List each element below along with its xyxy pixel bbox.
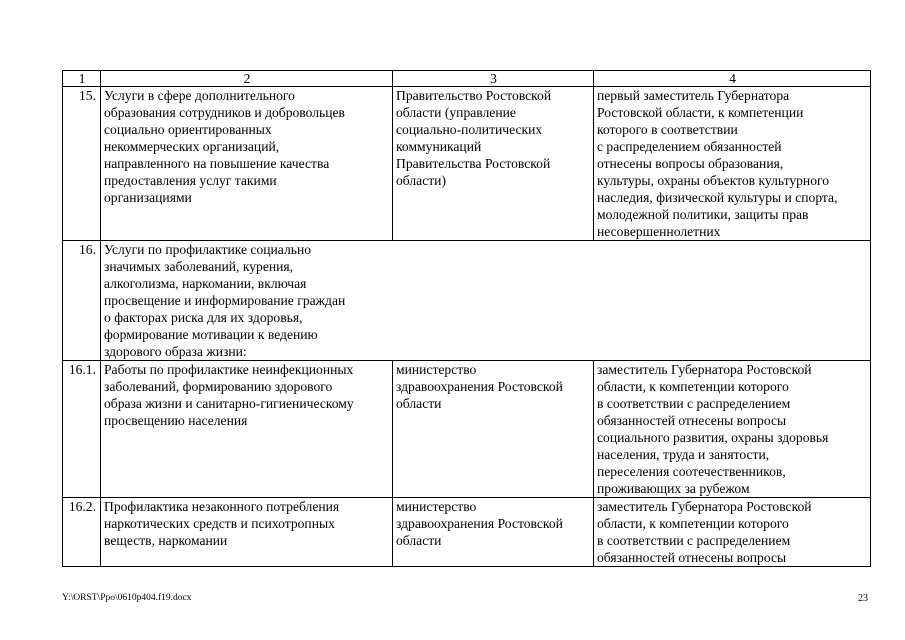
header-col-4: 4: [594, 71, 871, 87]
responsible-body-cell: Правительство Ростовской области (управление социально-политических коммуникаций Правительства Ростовской области): [393, 87, 594, 241]
table-row: [63, 361, 871, 498]
service-cell: Работы по профилактике неинфекционных заболеваний, формированию здорового образа жизни и санитарно-гигиеническому просвещению населения: [101, 361, 393, 498]
file-path: Y:\ORST\Ppo\0610p404.f19.docx: [62, 593, 192, 603]
responsible-official-cell: первый заместитель Губернатора Ростовской области, к компетенции которого в соответствии с распределением обязанностей отнесены вопросы образования, культуры, охраны объектов культурного наследия, физической культуры и спорта, молодежной политики, защиты прав несовершеннолетних: [594, 87, 871, 241]
section-text: Услуги по профилактике социально значимых заболеваний, курения, алкоголизма, наркомании, включая просвещение и информирование граждан о факторах риска для их здоровья, формирование мотивации к ведению здорового образа жизни:: [104, 242, 346, 359]
row-number: 16.2.: [63, 498, 101, 567]
table-row: [63, 87, 871, 241]
header-col-1: 1: [63, 71, 101, 87]
responsible-official-cell: заместитель Губернатора Ростовской области, к компетенции которого в соответствии с распределением обязанностей отнесены вопросы: [594, 498, 871, 567]
responsible-body-cell: министерство здравоохранения Ростовской области: [393, 361, 594, 498]
row-number: 16.: [63, 241, 101, 361]
row-number: 15.: [63, 87, 101, 241]
table-header-row: [63, 71, 871, 87]
service-cell: Услуги в сфере дополнительного образования сотрудников и добровольцев социально ориентированных некоммерческих организаций, направленного на повышение качества предоставления услуг такими организациями: [101, 87, 393, 241]
table-row: [63, 498, 871, 567]
table-row: [63, 241, 871, 361]
row-number: 16.1.: [63, 361, 101, 498]
responsible-body-cell: министерство здравоохранения Ростовской области: [393, 498, 594, 567]
service-section-cell: [101, 241, 871, 361]
responsible-official-cell: заместитель Губернатора Ростовской области, к компетенции которого в соответствии с распределением обязанностей отнесены вопросы социального развития, охраны здоровья населения, труда и занятости, переселения соотечественников, проживающих за рубежом: [594, 361, 871, 498]
services-table: [62, 70, 871, 567]
header-col-3: 3: [393, 71, 594, 87]
service-cell: Профилактика незаконного потребления наркотических средств и психотропных веществ, наркомании: [101, 498, 393, 567]
page-number: 23: [858, 593, 868, 604]
header-col-2: 2: [101, 71, 393, 87]
